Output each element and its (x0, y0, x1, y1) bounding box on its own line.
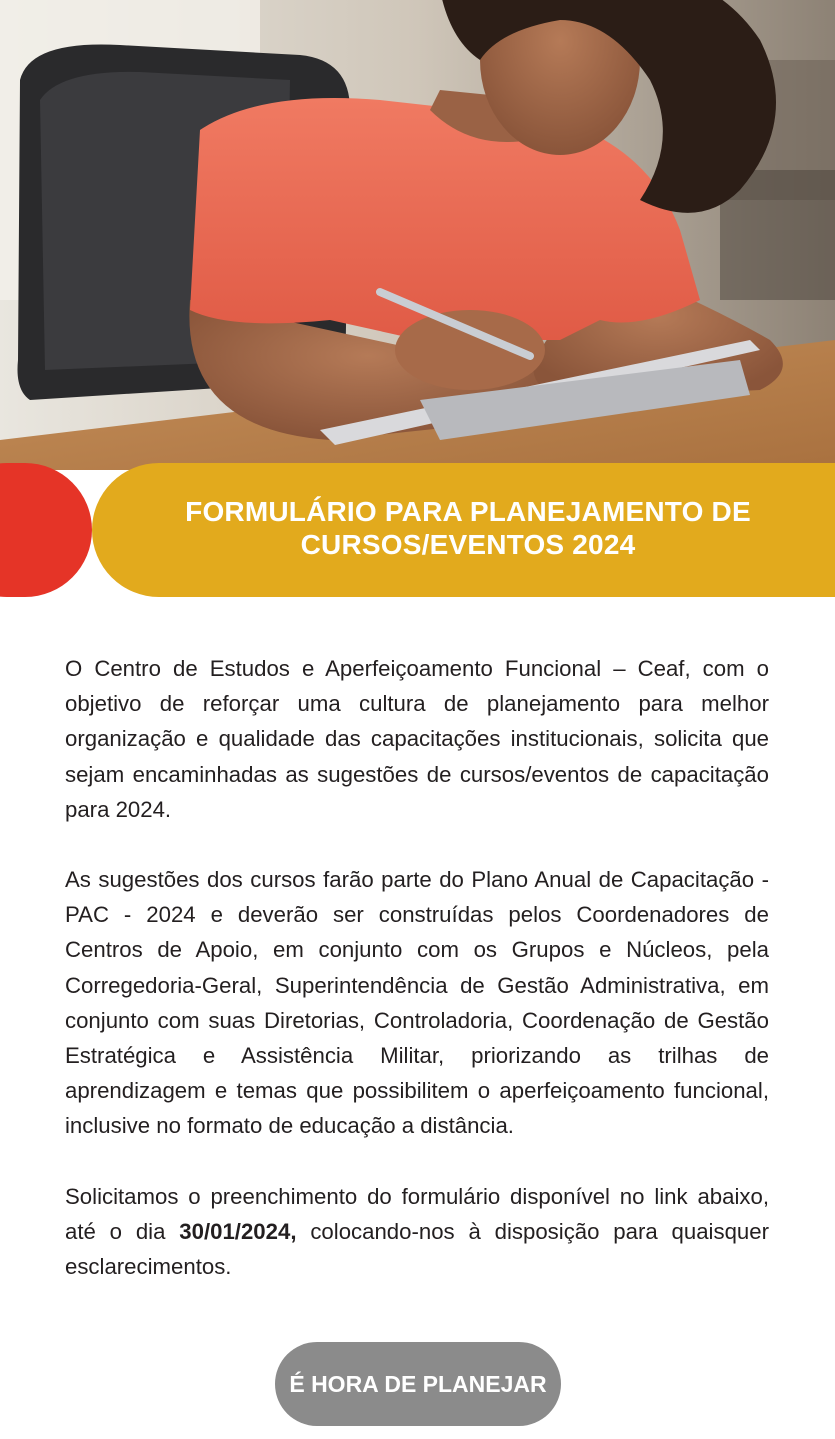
banner-red-accent (0, 463, 92, 597)
request-paragraph (65, 1179, 769, 1285)
deadline-date: 30/01/2024, (179, 1218, 297, 1244)
body-text (65, 651, 769, 1284)
plan-now-button[interactable]: É HORA DE PLANEJAR (275, 1342, 561, 1426)
page-title-line-2: CURSOS/EVENTOS 2024 (300, 529, 636, 560)
page-title-line-1: FORMULÁRIO PARA PLANEJAMENTO DE (185, 496, 751, 527)
hero-image (0, 0, 835, 470)
pac-paragraph: As sugestões dos cursos farão parte do Plano Anual de Capacitação - PAC - 2024 e deverão ser construídas pelos Coordenadores de Centros de Apoio, em conjunto com os Grupos e Núcleos, pela Corregedoria-Geral, Superintendência de Gestão Administrativa, em conjunto com suas Diretorias, Controladoria, Coordenação de Gestão Estratégica e Assistência Militar, priorizando as trilhas de aprendizagem e temas que possibilitem o aperfeiçoamento funcional, inclusive no formato de educação a distância. (65, 867, 769, 1139)
request-text-after: colocando-nos à disposição para quaisquer esclarecimentos. (65, 1218, 769, 1280)
request-text-before: Solicitamos o preenchimento do formulário disponível no link abaixo, até o dia (65, 1183, 769, 1244)
intro-paragraph: O Centro de Estudos e Aperfeiçoamento Funcional – Ceaf, com o objetivo de reforçar uma cultura de planejamento para melhor organização e qualidade das capacitações institucionais, solicita que sejam encaminhadas as sugestões de cursos/eventos de capacitação para 2024. (65, 656, 769, 822)
page-title (130, 495, 806, 561)
